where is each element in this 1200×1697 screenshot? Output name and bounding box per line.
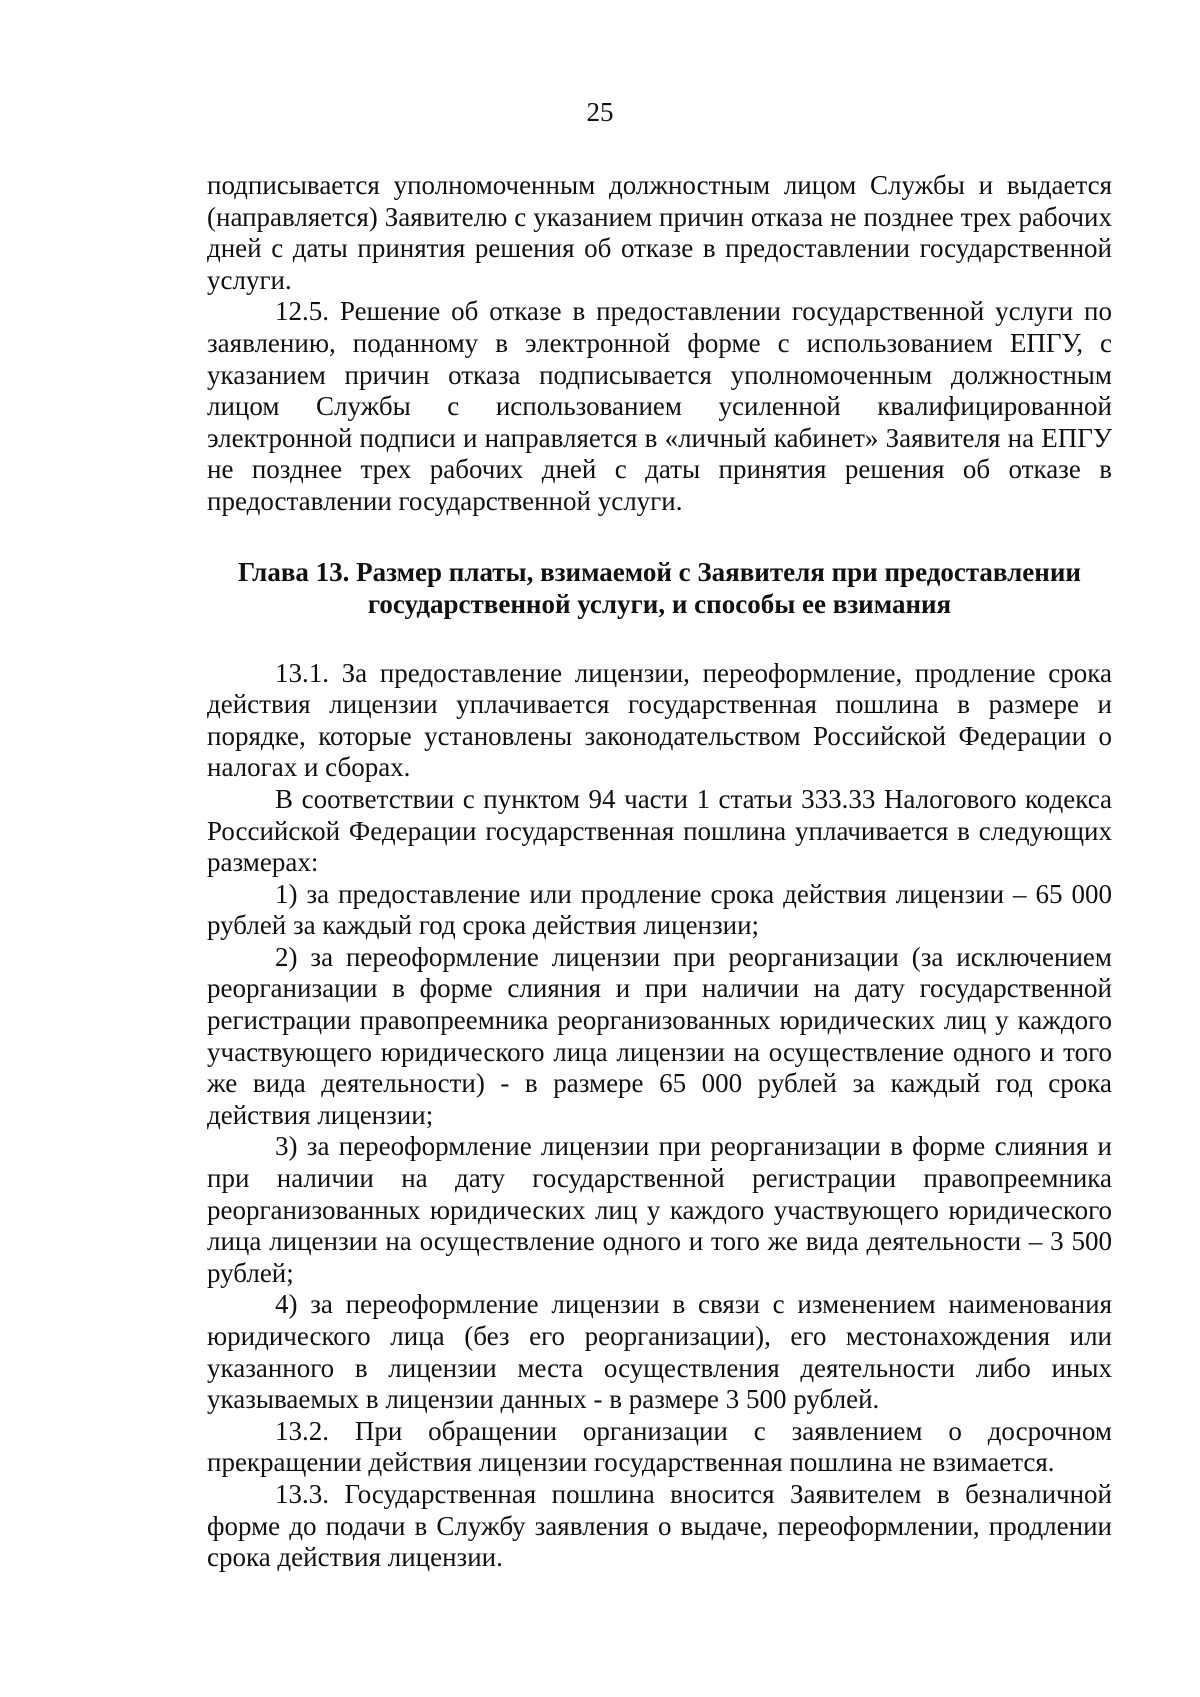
paragraph-13-2: 13.2. При обращении организации с заявлением о досрочном прекращении действия лицензии государственная пошлина не взимается. [207,1415,1112,1478]
paragraph-continuation: подписывается уполномоченным должностным лицом Службы и выдается (направляется) Заявителю с указанием причин отказа не позднее трех рабочих дней с даты принятия решения об отказе в предоставлении государственной услуги. [207,170,1112,295]
list-item-2: 2) за переоформление лицензии при реорганизации (за исключением реорганизации в форме слияния и при наличии на дату государственной регистрации правопреемника реорганизованных юридических лиц у каждого участвующего юридического лица лицензии на осуществление одного и того же вида деятельности) - в размере 65 000 рублей за каждый год срока действия лицензии; [207,941,1112,1130]
paragraph-13-3: 13.3. Государственная пошлина вносится Заявителем в безналичной форме до подачи в Службу заявления о выдаче, переоформлении, продлении срока действия лицензии. [207,1478,1112,1573]
chapter-13-heading: Глава 13. Размер платы, взимаемой с Заявителя при предоставлении государственной услуги, и способы ее взимания [238,556,1081,619]
page-number: 25 [586,97,614,127]
list-item-1: 1) за предоставление или продление срока действия лицензии – 65 000 рублей за каждый год срока действия лицензии; [207,878,1112,941]
paragraph-12-5: 12.5. Решение об отказе в предоставлении государственной услуги по заявлению, поданному в электронной форме с использованием ЕПГУ, с указанием причин отказа подписывается уполномоченным должностным лицом Службы с использованием усиленной квалифицированной электронной подписи и направляется в «личный кабинет» Заявителя на ЕПГУ не позднее трех рабочих дней с даты принятия решения об отказе в предоставлении государственной услуги. [207,296,1112,516]
list-item-3: 3) за переоформление лицензии при реорганизации в форме слияния и при наличии на дату государственной регистрации правопреемника реорганизованных юридических лиц у каждого участвующего юридического лица лицензии на осуществление одного и того же вида деятельности – 3 500 рублей; [207,1131,1112,1288]
list-item-4: 4) за переоформление лицензии в связи с изменением наименования юридического лица (без его реорганизации), его местонахождения или указанного в лицензии места осуществления деятельности либо иных указываемых в лицензии данных - в размере 3 500 рублей. [207,1289,1112,1415]
paragraph-tax-code: В соответствии с пунктом 94 части 1 статьи 333.33 Налогового кодекса Российской Федерации государственная пошлина уплачивается в следующих размерах: [207,783,1112,878]
document-body [207,170,1112,1574]
paragraph-13-1: 13.1. За предоставление лицензии, переоформление, продление срока действия лицензии уплачивается государственная пошлина в размере и порядке, которые установлены законодательством Российской Федерации о налогах и сборах. [207,657,1112,783]
